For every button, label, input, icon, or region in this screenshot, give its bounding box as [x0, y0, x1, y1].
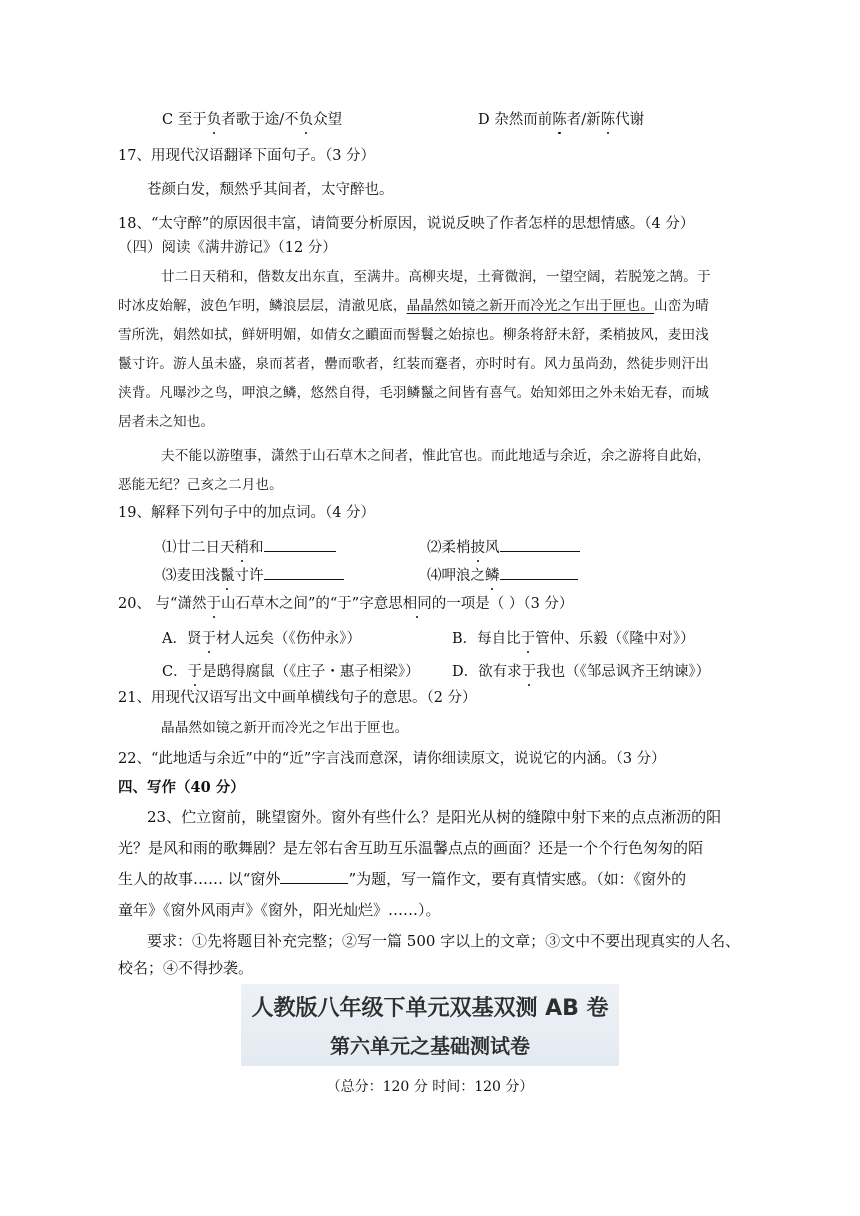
q17-stem: 17、用现代汉语翻译下面句子。（3 分） — [118, 148, 376, 164]
answer-blank[interactable] — [500, 537, 580, 552]
option-text: D．欲有求 — [452, 664, 522, 680]
option-text: 管仲、乐毅（《隆中对》） — [535, 631, 695, 647]
q18-stem: 18、“太守醉”的原因很丰富，请简要分析原因，说说反映了作者怎样的思想情感。（4 分） — [118, 216, 695, 232]
passage-line: 雪所洗，娟然如拭，鲜妍明媚，如倩女之靧面而髻鬟之始掠也。柳条将舒未舒，柔梢披风，麦田浅 — [118, 327, 709, 343]
dotted-word: 相同 — [402, 596, 432, 612]
passage-text: 时冰皮始解，波色乍明，鳞浪层层，清澈见底， — [118, 298, 407, 314]
passage-line: 居者未之知也。 — [118, 414, 215, 430]
passage-line — [118, 296, 709, 316]
item-text: 风 — [485, 540, 500, 556]
q19-item-2 — [427, 537, 580, 558]
dotted-word: 于 — [206, 596, 221, 612]
dotted-word: 鬣 — [220, 568, 235, 584]
underlined-sentence: 晶晶然如镜之新开而冷光之乍出于匣也。 — [406, 298, 655, 314]
option-text: 我也（《邹忌讽齐王纳谏》） — [536, 664, 711, 680]
item-text: 和 — [249, 540, 264, 556]
q21-sentence: 晶晶然如镜之新开而冷光之乍出于匣也。 — [161, 720, 409, 736]
q19-item-3 — [162, 565, 344, 586]
prompt-text: ”为题，写一篇作文，要有真情实感。（如：《窗外的 — [348, 870, 687, 888]
dotted-word: 于 — [201, 631, 216, 647]
q20-option-a — [162, 629, 361, 649]
q23-requirement: 校名；④不得抄袭。 — [118, 959, 254, 977]
option-text: D 杂然而前 — [478, 112, 553, 128]
answer-blank[interactable] — [500, 565, 578, 580]
item-text: 寸许 — [234, 568, 264, 584]
passage-line: 浃背。凡曝沙之鸟，呷浪之鳞，悠然自得，毛羽鳞鬣之间皆有喜气。始知郊田之外未始无春，而城 — [118, 385, 709, 401]
passage-line: 鬣寸许。游人虽未盛，泉而茗者，罍而歌者，红装而蹇者，亦时时有。风力虽尚劲，然徒步则汗出 — [118, 356, 709, 372]
dotted-word: 于 — [521, 664, 537, 680]
option-text: A．贤 — [162, 631, 202, 647]
q20-option-c — [162, 662, 420, 682]
dotted-word: 陈 — [600, 112, 616, 128]
passage-line: 恶能无纪？己亥之二月也。 — [118, 477, 283, 493]
dotted-word: 鳞 — [485, 568, 500, 584]
item-text: ⑷呷浪之 — [427, 568, 485, 584]
passage-line: 夫不能以游堕事，潇然于山石草木之间者，惟此官也。而此地适与余近，余之游将自此始， — [161, 448, 711, 464]
section-four-title: （四）阅读《满井游记》（12 分） — [118, 240, 337, 256]
option-text: C 至于 — [162, 112, 207, 128]
q21-stem: 21、用现代汉语写出文中画单横线句子的意思。（2 分） — [118, 690, 477, 706]
banner-subtitle: 第六单元之基础测试卷 — [330, 1034, 530, 1058]
item-text: ⑴廿二日天 — [162, 540, 235, 556]
item-text: ⑵柔梢 — [427, 540, 471, 556]
prompt-text: 生人的故事…… 以“窗外 — [118, 870, 281, 888]
q16-option-c — [162, 110, 342, 130]
passage-text: 山峦为晴 — [654, 298, 709, 314]
option-text: C． — [162, 664, 188, 680]
dotted-word: 于 — [520, 631, 536, 647]
answer-blank[interactable] — [264, 565, 344, 580]
answer-blank[interactable] — [264, 537, 336, 552]
dotted-word: 负 — [298, 112, 314, 128]
option-text: B．每自比 — [452, 631, 521, 647]
dotted-word: 陈 — [552, 112, 567, 128]
test-title-banner — [241, 984, 619, 1066]
q20-option-b — [452, 629, 695, 649]
writing-section-title: 四、写作（40 分） — [118, 779, 245, 796]
passage-line: 廿二日天稍和，偕数友出东直，至满井。高柳夹堤，土膏微润，一望空阔，若脱笼之鹄。于 — [161, 269, 711, 285]
q23-line: 童年》《窗外风雨声》《窗外，阳光灿烂》……）。 — [118, 901, 441, 919]
stem-text: 山石草木之间”的“于”字意思 — [220, 596, 403, 612]
option-text: 者/新 — [566, 112, 601, 128]
q19-stem: 19、解释下列句子中的加点词。（4 分） — [118, 505, 376, 521]
q20-stem — [118, 594, 573, 614]
option-text: 众望 — [313, 112, 343, 128]
score-time-line: （总分：120 分 时间：120 分） — [326, 1079, 534, 1095]
q23-line: 光？是风和雨的歌舞剧？是左邻右舍互助互乐温馨点点的画面？还是一个个行色匆匆的陌 — [118, 839, 704, 857]
q19-item-1 — [162, 537, 336, 558]
q22-stem: 22、“此地适与余近”中的“近”字言浅而意深，请你细读原文，说说它的内涵。（3 分） — [118, 751, 666, 767]
q19-item-4 — [427, 565, 578, 586]
q23-line — [118, 869, 686, 889]
option-text: 是鸱得腐鼠（《庄子・惠子相梁》） — [202, 664, 420, 680]
dotted-word: 负 — [206, 112, 222, 128]
q16-option-d — [478, 110, 644, 130]
dotted-word: 稍 — [234, 540, 249, 556]
title-blank[interactable] — [280, 869, 348, 884]
q20-option-d — [452, 662, 710, 682]
option-text: 者歌于途/不 — [221, 112, 299, 128]
stem-text: 的一项是（ ）（3 分） — [431, 596, 574, 612]
item-text: ⑶麦田浅 — [162, 568, 220, 584]
q17-sentence: 苍颜白发，颓然乎其间者，太守醉也。 — [147, 182, 394, 198]
stem-text: 20、 与“潇然 — [118, 596, 207, 612]
banner-title: 人教版八年级下单元双基双测 AB 卷 — [251, 996, 609, 1021]
q23-requirement: 要求：①先将题目补充完整；②写一篇 500 字以上的文章；③文中不要出现真实的人名、 — [147, 932, 741, 950]
q23-line: 23、伫立窗前，眺望窗外。窗外有些什么？是阳光从树的缝隙中射下来的点点淅沥的阳 — [147, 808, 722, 826]
option-text: 材人远矣（《伤仲永》） — [215, 631, 361, 647]
dotted-word: 披 — [470, 540, 485, 556]
dotted-word: 于 — [187, 664, 203, 680]
option-text: 代谢 — [615, 112, 645, 128]
